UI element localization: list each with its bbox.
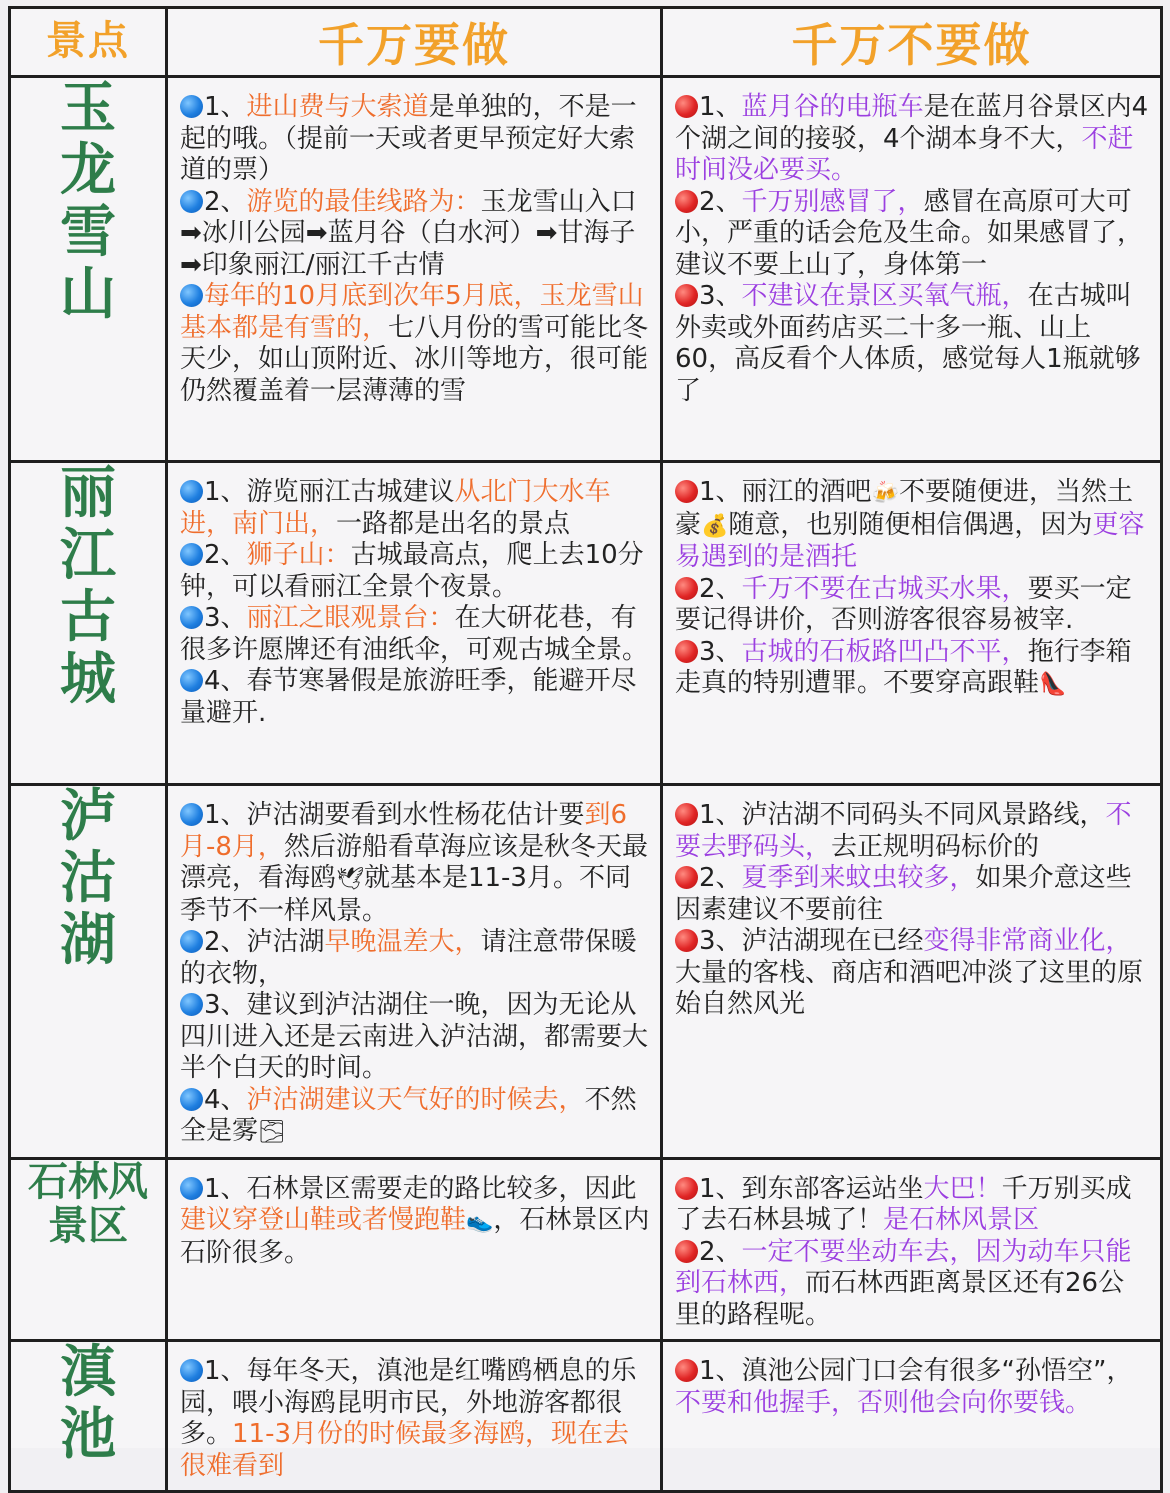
spot-name: 石林风景区 (28, 1158, 148, 1249)
blue-circle-icon (180, 543, 203, 566)
tip-text: 如果介意这些因素建议不要前往 (675, 863, 1132, 925)
blue-circle-icon (180, 190, 203, 213)
highlight-text: 千万别感冒了， (741, 186, 924, 217)
tip-text: 请注意带保暖的衣物， (180, 927, 637, 989)
must-not-do-cell (662, 1341, 1162, 1492)
tip-item (180, 800, 650, 927)
tip-text: 2、 (204, 540, 247, 570)
spot-cell (10, 1341, 167, 1492)
highlight-text: 每年的10月底到次年5月底，玉龙雪山基本都是有雪的， (180, 281, 644, 343)
tip-text: ，石林景区内石阶很多。 (180, 1205, 650, 1268)
tip-item (180, 1174, 650, 1270)
highlight-text: 古城的石板路凹凸不平， (741, 636, 1028, 667)
tip-text: 1、石林景区需要走的路比较多，因此 (204, 1173, 637, 1204)
tip-item (675, 863, 1150, 926)
highlight-text: 早晚温差大， (324, 927, 481, 957)
tip-item (180, 92, 650, 187)
tip-text: 随意，也别随便相信偶遇，因为 (728, 509, 1093, 540)
tip-item (675, 92, 1150, 187)
row-dianchi-lake (10, 1341, 1162, 1492)
highlight-text: 不赶时间没必要买。 (675, 123, 1134, 185)
tip-text: 2、 (204, 186, 247, 217)
tip-item (675, 800, 1150, 863)
tip-text: 3、泸沽湖现在已经 (699, 926, 924, 956)
tip-text: 1、 (204, 92, 247, 122)
blue-circle-icon (180, 803, 203, 826)
tip-item (180, 281, 650, 407)
emoji-icon: 👠 (1039, 672, 1067, 697)
tip-text: 千万别买成了去石林县城了！ (675, 1173, 1132, 1235)
tip-text: 1、游览丽江古城建议 (204, 477, 455, 507)
tip-text: 不然全是雾 (180, 1084, 637, 1146)
must-do-cell (167, 1158, 662, 1341)
emoji-icon: 🌫 (258, 1120, 286, 1145)
highlight-text: 千万不要在古城买水果， (741, 573, 1028, 604)
blue-circle-icon (180, 480, 203, 503)
tip-item (675, 477, 1150, 574)
tip-item (675, 1356, 1150, 1419)
tip-text: 七八月份的雪可能比冬天少，如山顶附近、冰川等地方，很可能仍然覆盖着一层薄薄的雪 (180, 312, 649, 406)
highlight-text: 不要去野码头， (675, 800, 1132, 862)
spot-cell (10, 77, 167, 462)
tip-item (180, 187, 650, 282)
red-circle-icon (675, 577, 698, 600)
highlight-text: 夏季到来蚊虫较多， (741, 863, 976, 893)
header-must-do: 千万要做 (167, 8, 662, 77)
header-row (10, 8, 1162, 77)
highlight-text: 不要和他握手，否则他会向你要钱。 (675, 1387, 1092, 1418)
tip-text: 1、每年冬天，滇池是红嘴鸥栖息的乐园，喂小海鸥昆明市民，外地游客都很多。 (180, 1356, 637, 1449)
tip-text: 感冒在高原可大可小，严重的话会危及生命。如果感冒了，建议不要上山了，身体第一 (675, 186, 1144, 280)
must-not-do-cell (662, 77, 1162, 462)
tip-item (675, 1237, 1150, 1332)
highlight-text: 是石林风景区 (883, 1205, 1040, 1235)
tip-text: 在古城叫外卖或外面药店买二十多一瓶、山上60，高反看个人体质，感觉每人1瓶就够了 (675, 281, 1141, 406)
spot-name: 丽江古城 (60, 461, 116, 712)
red-circle-icon (675, 1240, 698, 1263)
tip-text: 1、到东部客运站坐 (699, 1173, 924, 1204)
highlight-text: 从北门大水车进，南门出， (180, 477, 611, 539)
tip-text: 去正规明码标价的 (831, 831, 1040, 862)
travel-tips-table (8, 6, 1163, 1493)
must-not-do-cell (662, 462, 1162, 785)
spot-cell (10, 462, 167, 785)
tip-text: 在大研花巷，有很多许愿牌还有油纸伞，可观古城全景。 (180, 603, 649, 665)
tip-text: 1、泸沽湖要看到水性杨花估计要 (204, 800, 585, 830)
tip-item (180, 603, 650, 666)
tip-text: 4、春节寒暑假是旅游旺季，能避开尽量避开. (180, 666, 637, 728)
must-do-cell (167, 462, 662, 785)
red-circle-icon (675, 1359, 698, 1382)
spot-name: 玉龙雪山 (60, 76, 116, 327)
highlight-text: 11-3月份的时候最多海鸥，现在去很难看到 (180, 1419, 630, 1481)
tip-text: 1、 (699, 92, 742, 122)
tip-text: 2、泸沽湖 (204, 927, 325, 957)
highlight-text: 不建议在景区买氧气瓶， (741, 281, 1028, 311)
tip-text: 玉龙雪山入口➡冰川公园➡蓝月谷（白水河）➡甘海子➡印象丽江/丽江千古情 (180, 186, 637, 280)
tip-text: 大量的客栈、商店和酒吧冲淡了这里的原始自然风光 (675, 957, 1144, 1019)
red-circle-icon (675, 480, 698, 503)
red-circle-icon (675, 640, 698, 663)
tip-text: 不要随便进，当然土豪 (675, 477, 1133, 540)
must-not-do-cell (662, 785, 1162, 1159)
red-circle-icon (675, 95, 698, 118)
blue-circle-icon (180, 1088, 203, 1111)
tip-item (675, 926, 1150, 1021)
row-stone-forest (10, 1158, 1162, 1341)
blue-circle-icon (180, 284, 203, 307)
tip-text: 是在蓝月谷景区内4个湖之间的接驳，4个湖本身不大， (675, 92, 1149, 154)
spot-cell (10, 1158, 167, 1341)
must-do-cell (167, 77, 662, 462)
tip-text: 就基本是11-3月。不同季节不一样风景。 (180, 863, 631, 926)
tip-text: 一路都是出名的景点 (336, 508, 571, 539)
row-lijiang-old-town (10, 462, 1162, 785)
red-circle-icon (675, 866, 698, 889)
red-circle-icon (675, 284, 698, 307)
emoji-icon: 🕊 (336, 867, 364, 892)
tip-text: 1、丽江的酒吧 (699, 477, 872, 507)
highlight-text: 大巴！ (923, 1173, 1002, 1204)
red-circle-icon (675, 803, 698, 826)
must-do-cell (167, 785, 662, 1159)
tip-text: 拖行李箱走真的特别遭罪。不要穿高跟鞋 (675, 636, 1132, 698)
tip-item (180, 540, 650, 603)
tip-item (180, 666, 650, 729)
highlight-text: 丽江之眼观景台： (246, 603, 455, 633)
tip-text: 然后游船看草海应该是秋冬天最漂亮，看海鸥 (180, 831, 648, 893)
tip-item (675, 574, 1150, 637)
blue-circle-icon (180, 993, 203, 1016)
highlight-text: 建议穿登山鞋或者慢跑鞋 (180, 1205, 467, 1235)
tip-item (180, 1085, 650, 1149)
blue-circle-icon (180, 1177, 203, 1200)
tip-text: 古城最高点，爬上去10分钟，可以看丽江全景个夜景。 (180, 540, 644, 602)
blue-circle-icon (180, 669, 203, 692)
tip-text: 2、 (699, 186, 742, 217)
highlight-text: 一定不要坐动车去，因为动车只能到石林西， (675, 1236, 1132, 1298)
blue-circle-icon (180, 930, 203, 953)
tip-text: 2、 (699, 1236, 742, 1267)
tip-item (180, 477, 650, 540)
red-circle-icon (675, 929, 698, 952)
header-must-not-do: 千万不要做 (662, 8, 1162, 77)
tip-text: 3、建议到泸沽湖住一晚，因为无论从四川进入还是云南进入泸沽湖，都需要大半个白天的时间。 (180, 990, 649, 1083)
highlight-text: 泸沽湖建议天气好的时候去， (246, 1084, 585, 1115)
tip-text: 要买一定要记得讲价，否则游客很容易被宰. (675, 573, 1132, 635)
tip-text: 4、 (204, 1084, 247, 1115)
red-circle-icon (675, 190, 698, 213)
must-do-cell (167, 1341, 662, 1492)
tip-item (180, 927, 650, 990)
tip-item (675, 187, 1150, 282)
tip-item (675, 637, 1150, 701)
spot-name: 泸沽湖 (60, 784, 116, 973)
row-lugu-lake (10, 785, 1162, 1159)
blue-circle-icon (180, 95, 203, 118)
tip-text: 3、 (699, 636, 742, 667)
emoji-icon: 👟 (466, 1209, 494, 1234)
guide-sheet (8, 6, 1160, 1481)
highlight-text: 更容易遇到的是酒托 (675, 509, 1145, 572)
highlight-text: 到6月-8月， (180, 800, 628, 862)
row-yulong-snow-mountain (10, 77, 1162, 462)
emoji-icon: 🍻 (871, 481, 899, 506)
red-circle-icon (675, 1177, 698, 1200)
highlight-text: 狮子山： (246, 540, 351, 570)
blue-circle-icon (180, 1359, 203, 1382)
spot-cell (10, 785, 167, 1159)
spot-name: 滇池 (60, 1340, 116, 1467)
emoji-icon: 💰 (701, 513, 729, 539)
highlight-text: 游览的最佳线路为： (246, 186, 481, 217)
tip-text: 2、 (699, 863, 742, 893)
header-spot: 景点 (10, 8, 167, 77)
tip-text: 是单独的，不是一起的哦。（提前一天或者更早预定好大索道的票） (180, 92, 637, 185)
tip-item (180, 1356, 650, 1482)
highlight-text: 进山费与大索道 (246, 92, 429, 122)
tip-item (675, 281, 1150, 407)
blue-circle-icon (180, 606, 203, 629)
highlight-text: 变得非常商业化， (923, 926, 1132, 956)
tip-text: 3、 (699, 281, 742, 311)
must-not-do-cell (662, 1158, 1162, 1341)
tip-text: 1、滇池公园门口会有很多“孙悟空”， (699, 1356, 1133, 1386)
tip-item (675, 1174, 1150, 1237)
tip-text: 1、泸沽湖不同码头不同风景路线， (699, 800, 1106, 830)
tip-text: 2、 (699, 573, 742, 604)
tip-item (180, 990, 650, 1085)
highlight-text: 蓝月谷的电瓶车 (741, 92, 924, 122)
tip-text: 3、 (204, 603, 247, 633)
tip-text: 而石林西距离景区还有26公里的路程呢。 (675, 1268, 1125, 1330)
